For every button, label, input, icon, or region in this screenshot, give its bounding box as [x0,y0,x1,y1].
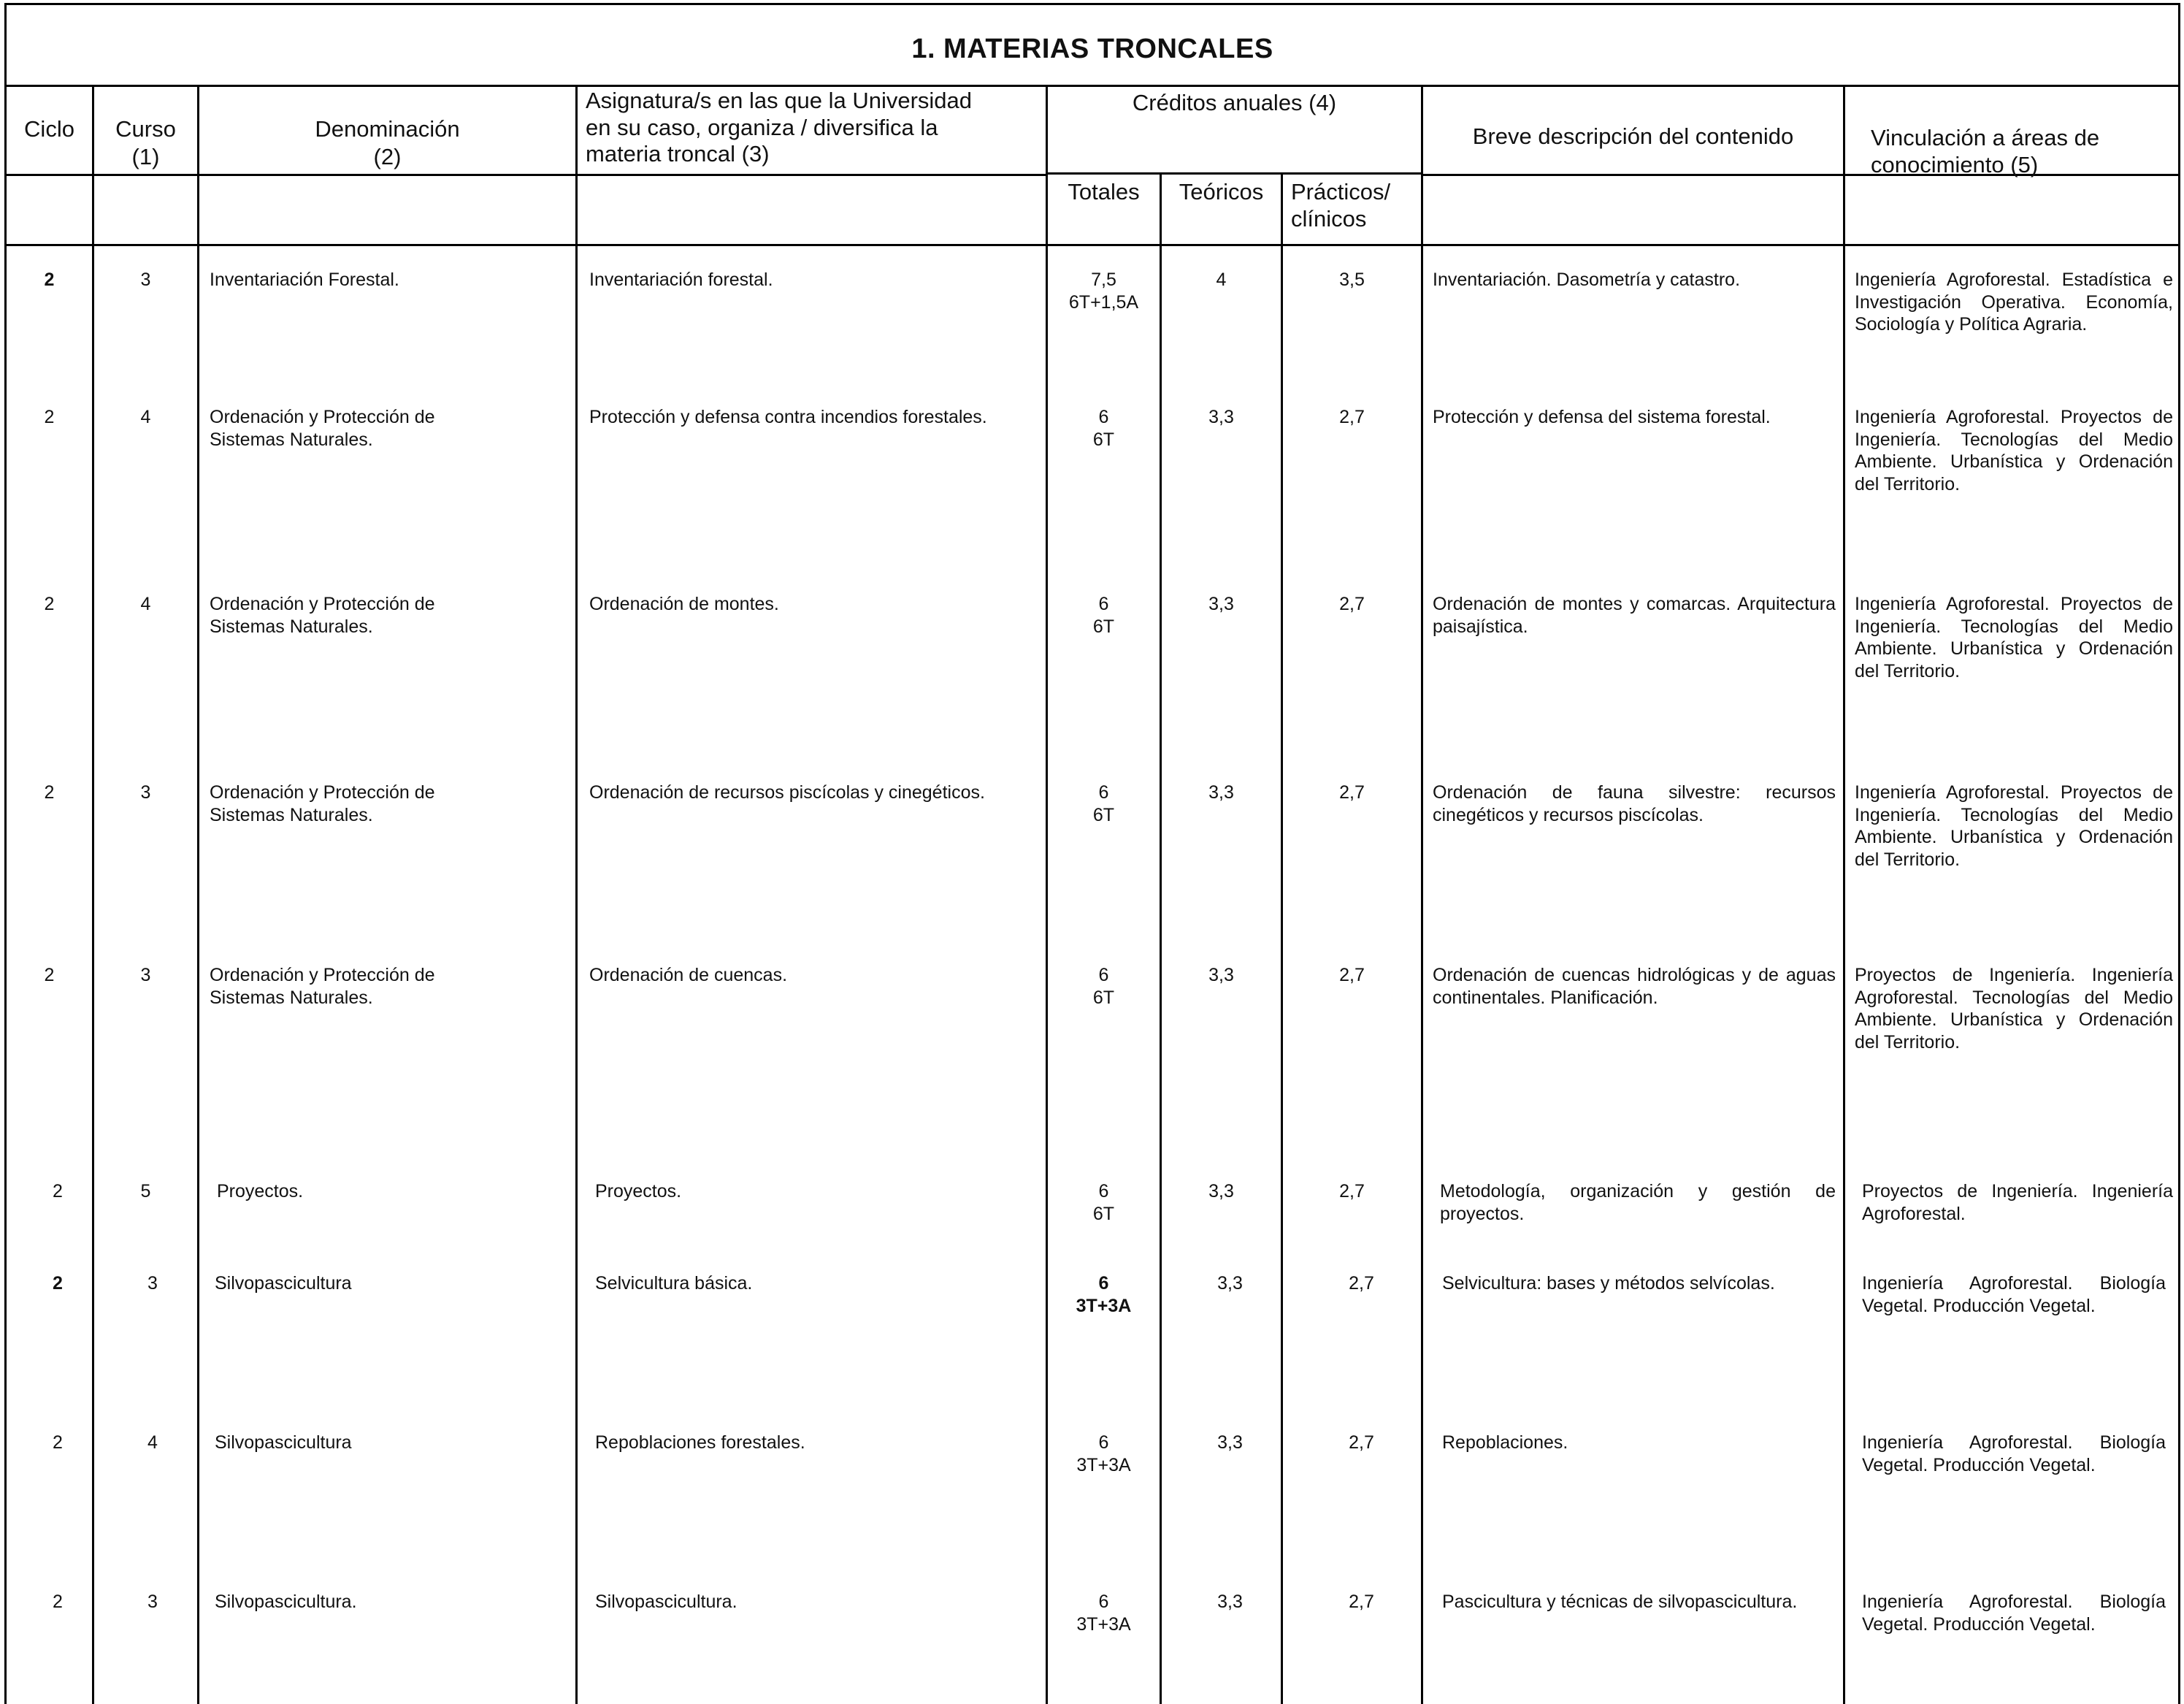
row-9-totales: 6 3T+3A [1076,1592,1131,1635]
col-divider-teoricos [1281,172,1283,1704]
row-7-totales: 6 3T+3A [1076,1273,1132,1316]
row-7-practicos: 2,7 [1349,1273,1374,1294]
row-4-practicos: 2,7 [1339,782,1365,803]
row-1-ciclo: 2 [44,270,55,290]
row-3-vinculacion: Ingeniería Agroforestal. Proyectos de Ingeniería. Tecnologías del Medio Ambiente. Urbanística y Ordenación del Territorio. [1855,594,2173,681]
col-divider-curso [197,85,199,1704]
row-5-vinculacion: Proyectos de Ingeniería. Ingeniería Agroforestal. Tecnologías del Medio Ambiente. Urbanística y Ordenación del Territorio. [1855,965,2173,1052]
row-4-teoricos: 3,3 [1208,782,1234,803]
row-5-asignatura: Ordenación de cuencas. [589,965,788,985]
row-2-teoricos: 3,3 [1208,407,1234,427]
row-7-denominacion: Silvopascicultura [215,1273,352,1294]
row-5-curso: 3 [140,965,151,985]
header-teoricos: Teóricos [1179,179,1264,205]
row-2-practicos: 2,7 [1339,407,1365,427]
row-1-vinculacion: Ingeniería Agroforestal. Estadística e Investigación Operativa. Economía, Sociología y Política Agraria. [1855,270,2173,335]
row-2-vinculacion: Ingeniería Agroforestal. Proyectos de Ingeniería. Tecnologías del Medio Ambiente. Urbanística y Ordenación del Territorio. [1855,407,2173,494]
row-2-totales: 6 6T [1092,407,1115,450]
col-divider-denominacion [575,85,578,1704]
col-divider-practicos [1421,85,1423,1704]
row-1-totales: 7,5 6T+1,5A [1068,270,1139,313]
row-8-teoricos: 3,3 [1217,1432,1243,1453]
row-3-teoricos: 3,3 [1208,594,1234,614]
row-9-descripcion: Pascicultura y técnicas de silvopascicultura. [1442,1592,1798,1612]
row-7-curso: 3 [147,1273,158,1294]
row-1-asignatura: Inventariación forestal. [589,270,773,290]
row-5-descripcion: Ordenación de cuencas hidrológicas y de aguas continentales. Planificación. [1433,965,1836,1008]
header-denominacion: Denominación (2) [315,116,460,169]
row-9-vinculacion: Ingeniería Agroforestal. Biología Vegetal. Producción Vegetal. [1862,1592,2166,1635]
row-2-descripcion: Protección y defensa del sistema forestal. [1433,407,1771,427]
row-6-curso: 5 [140,1181,151,1201]
row-4-descripcion: Ordenación de fauna silvestre: recursos cinegéticos y recursos piscícolas. [1433,782,1836,825]
row-1-curso: 3 [140,270,151,290]
row-4-denominacion: Ordenación y Protección de Sistemas Naturales. [210,782,435,825]
row-3-denominacion: Ordenación y Protección de Sistemas Naturales. [210,594,435,637]
row-7-asignatura: Selvicultura básica. [595,1273,753,1294]
row-9-asignatura: Silvopascicultura. [595,1592,737,1612]
row-4-ciclo: 2 [44,782,55,803]
row-8-practicos: 2,7 [1349,1432,1374,1453]
row-6-descripcion: Metodología, organización y gestión de proyectos. [1440,1181,1836,1224]
row-3-ciclo: 2 [44,594,55,614]
row-1-teoricos: 4 [1216,270,1227,290]
header-creditos-anuales: Créditos anuales (4) [1132,90,1337,115]
header-vinculacion: Vinculación a áreas de conocimiento (5) [1871,125,2100,178]
header-practicos: Prácticos/ clínicos [1291,179,1391,232]
row-8-vinculacion: Ingeniería Agroforestal. Biología Vegetal. Producción Vegetal. [1862,1432,2166,1475]
row-5-ciclo: 2 [44,965,55,985]
title-divider [4,85,2180,87]
row-4-totales: 6 6T [1092,782,1115,825]
row-6-teoricos: 3,3 [1208,1181,1234,1201]
row-6-vinculacion: Proyectos de Ingeniería. Ingeniería Agroforestal. [1862,1181,2173,1224]
header-bottom-border [4,244,2180,246]
header-descripcion: Breve descripción del contenido [1472,123,1794,149]
row-1-practicos: 3,5 [1339,270,1365,290]
header-divider-left [4,174,1046,176]
row-5-denominacion: Ordenación y Protección de Sistemas Naturales. [210,965,435,1008]
header-totales: Totales [1068,179,1140,205]
row-8-ciclo: 2 [53,1432,63,1453]
row-2-ciclo: 2 [44,407,55,427]
col-divider-descripcion [1843,85,1845,1704]
table-title: 1. MATERIAS TRONCALES [911,34,1273,64]
row-5-totales: 6 6T [1092,965,1115,1008]
row-2-denominacion: Ordenación y Protección de Sistemas Naturales. [210,407,435,450]
row-7-ciclo: 2 [53,1273,63,1294]
row-5-teoricos: 3,3 [1208,965,1234,985]
col-divider-ciclo [92,85,94,1704]
row-2-curso: 4 [140,407,151,427]
row-3-practicos: 2,7 [1339,594,1365,614]
col-divider-totales [1160,172,1162,1704]
row-7-teoricos: 3,3 [1217,1273,1243,1294]
row-6-practicos: 2,7 [1339,1181,1365,1201]
table-border-top [4,3,2180,5]
row-8-denominacion: Silvopascicultura [215,1432,352,1453]
row-9-teoricos: 3,3 [1217,1592,1243,1612]
row-9-curso: 3 [147,1592,158,1612]
row-8-asignatura: Repoblaciones forestales. [595,1432,805,1453]
row-6-ciclo: 2 [53,1181,63,1201]
row-8-descripcion: Repoblaciones. [1442,1432,1568,1453]
row-3-curso: 4 [140,594,151,614]
header-asignatura: Asignatura/s en las que la Universidad en su caso, organiza / diversifica la materia troncal (3) [586,88,973,167]
table-border-right [2178,3,2180,1704]
row-9-denominacion: Silvopascicultura. [215,1592,357,1612]
row-4-curso: 3 [140,782,151,803]
row-7-descripcion: Selvicultura: bases y métodos selvícolas. [1442,1273,1775,1294]
row-1-denominacion: Inventariación Forestal. [210,270,399,290]
row-6-totales: 6 6T [1092,1181,1115,1224]
row-3-descripcion: Ordenación de montes y comarcas. Arquitectura paisajística. [1433,594,1836,637]
row-6-denominacion: Proyectos. [217,1181,304,1201]
row-3-totales: 6 6T [1092,594,1115,637]
credits-subheader-divider [1046,172,1421,175]
row-8-curso: 4 [147,1432,158,1453]
row-7-vinculacion: Ingeniería Agroforestal. Biología Vegetal. Producción Vegetal. [1862,1273,2166,1316]
header-curso: Curso (1) [115,116,176,169]
row-9-ciclo: 2 [53,1592,63,1612]
header-ciclo: Ciclo [24,116,74,142]
row-5-practicos: 2,7 [1339,965,1365,985]
row-6-asignatura: Proyectos. [595,1181,682,1201]
row-4-asignatura: Ordenación de recursos piscícolas y cinegéticos. [589,782,985,803]
row-4-vinculacion: Ingeniería Agroforestal. Proyectos de Ingeniería. Tecnologías del Medio Ambiente. Urbanística y Ordenación del Territorio. [1855,782,2173,870]
row-1-descripcion: Inventariación. Dasometría y catastro. [1433,270,1741,290]
row-8-totales: 6 3T+3A [1076,1432,1131,1475]
row-3-asignatura: Ordenación de montes. [589,594,779,614]
row-2-asignatura: Protección y defensa contra incendios forestales. [589,407,987,427]
row-9-practicos: 2,7 [1349,1592,1374,1612]
